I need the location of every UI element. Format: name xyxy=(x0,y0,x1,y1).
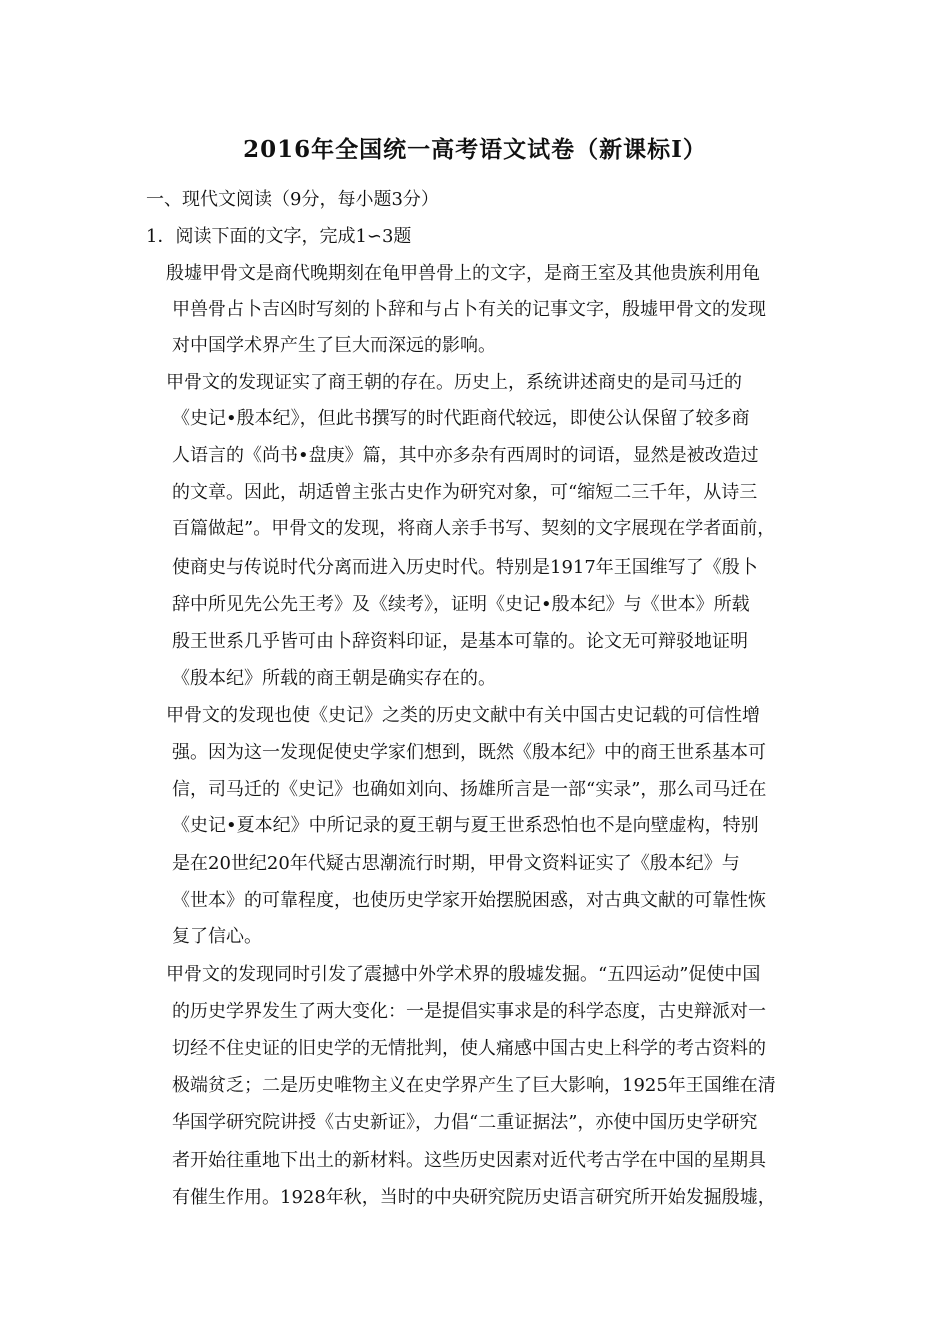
paragraph-line: 华国学研究院讲授《古史新证》，力倡“二重证据法”，亦使中国历史学研究 xyxy=(172,1112,758,1133)
paragraph-line: 是在20世纪20年代疑古思潮流行时期，甲骨文资料证实了《殷本纪》与 xyxy=(172,853,740,874)
paragraph-line: 人语言的《尚书•盘庚》篇，其中亦多杂有西周时的词语，显然是被改造过 xyxy=(172,445,759,466)
paragraph-line: 的历史学界发生了两大变化：一是提倡实事求是的科学态度，古史辩派对一 xyxy=(172,1001,766,1022)
paragraph-line: 《世本》的可靠程度，也使历史学家开始摆脱困惑，对古典文献的可靠性恢 xyxy=(172,890,766,911)
paragraph-line: 切经不住史证的旧史学的无情批判，使人痛感中国古史上科学的考古资料的 xyxy=(172,1038,766,1059)
paragraph-line: 复了信心。 xyxy=(172,926,262,947)
paragraph-line: 有催生作用。1928年秋，当时的中央研究院历史语言研究所开始发掘殷墟， xyxy=(172,1187,776,1208)
paragraph-line: 百篇做起”。甲骨文的发现，将商人亲手书写、契刻的文字展现在学者面前， xyxy=(172,518,776,539)
paragraph-line: 甲兽骨占卜吉凶时写刻的卜辞和与占卜有关的记事文字，殷墟甲骨文的发现 xyxy=(172,299,766,320)
paragraph-line: 强。因为这一发现促使史学家们想到，既然《殷本纪》中的商王世系基本可 xyxy=(172,742,766,763)
paragraph-line: 《史记•夏本纪》中所记录的夏王朝与夏王世系恐怕也不是向壁虚构，特别 xyxy=(172,815,759,836)
question-heading: 1．阅读下面的文字，完成1∽3题 xyxy=(146,226,412,247)
paragraph-line: 《殷本纪》所载的商王朝是确实存在的。 xyxy=(172,668,496,689)
document-title: 2016年全国统一高考语文试卷（新课标Ⅰ） xyxy=(243,136,707,163)
paragraph-line: 甲骨文的发现证实了商王朝的存在。历史上，系统讲述商史的是司马迁的 xyxy=(166,372,742,393)
paragraph-line: 信，司马迁的《史记》也确如刘向、扬雄所言是一部“实录”，那么司马迁在 xyxy=(172,779,767,800)
paragraph-line: 甲骨文的发现同时引发了震撼中外学术界的殷墟发掘。“五四运动”促使中国 xyxy=(166,964,761,985)
paragraph-line: 对中国学术界产生了巨大而深远的影响。 xyxy=(172,335,496,356)
paragraph-line: 极端贫乏；二是历史唯物主义在史学界产生了巨大影响，1925年王国维在清 xyxy=(172,1075,776,1096)
paragraph-line: 者开始往重地下出土的新材料。这些历史因素对近代考古学在中国的星期具 xyxy=(172,1150,766,1171)
paragraph-line: 甲骨文的发现也使《史记》之类的历史文献中有关中国古史记载的可信性增 xyxy=(166,705,760,726)
paragraph-line: 使商史与传说时代分离而进入历史时代。特别是1917年王国维写了《殷卜 xyxy=(172,557,758,578)
paragraph-line: 《史记•殷本纪》，但此书撰写的时代距商代较远，即使公认保留了较多商 xyxy=(172,408,750,429)
paragraph-line: 辞中所见先公先王考》及《续考》，证明《史记•殷本纪》与《世本》所载 xyxy=(172,594,750,615)
paragraph-line: 的文章。因此，胡适曾主张古史作为研究对象，可“缩短二三千年，从诗三 xyxy=(172,482,758,503)
section-heading: 一、现代文阅读（9分，每小题3分） xyxy=(146,189,439,210)
paragraph-line: 殷墟甲骨文是商代晚期刻在龟甲兽骨上的文字，是商王室及其他贵族利用龟 xyxy=(166,263,760,284)
paragraph-line: 殷王世系几乎皆可由卜辞资料印证，是基本可靠的。论文无可辩驳地证明 xyxy=(172,631,748,652)
